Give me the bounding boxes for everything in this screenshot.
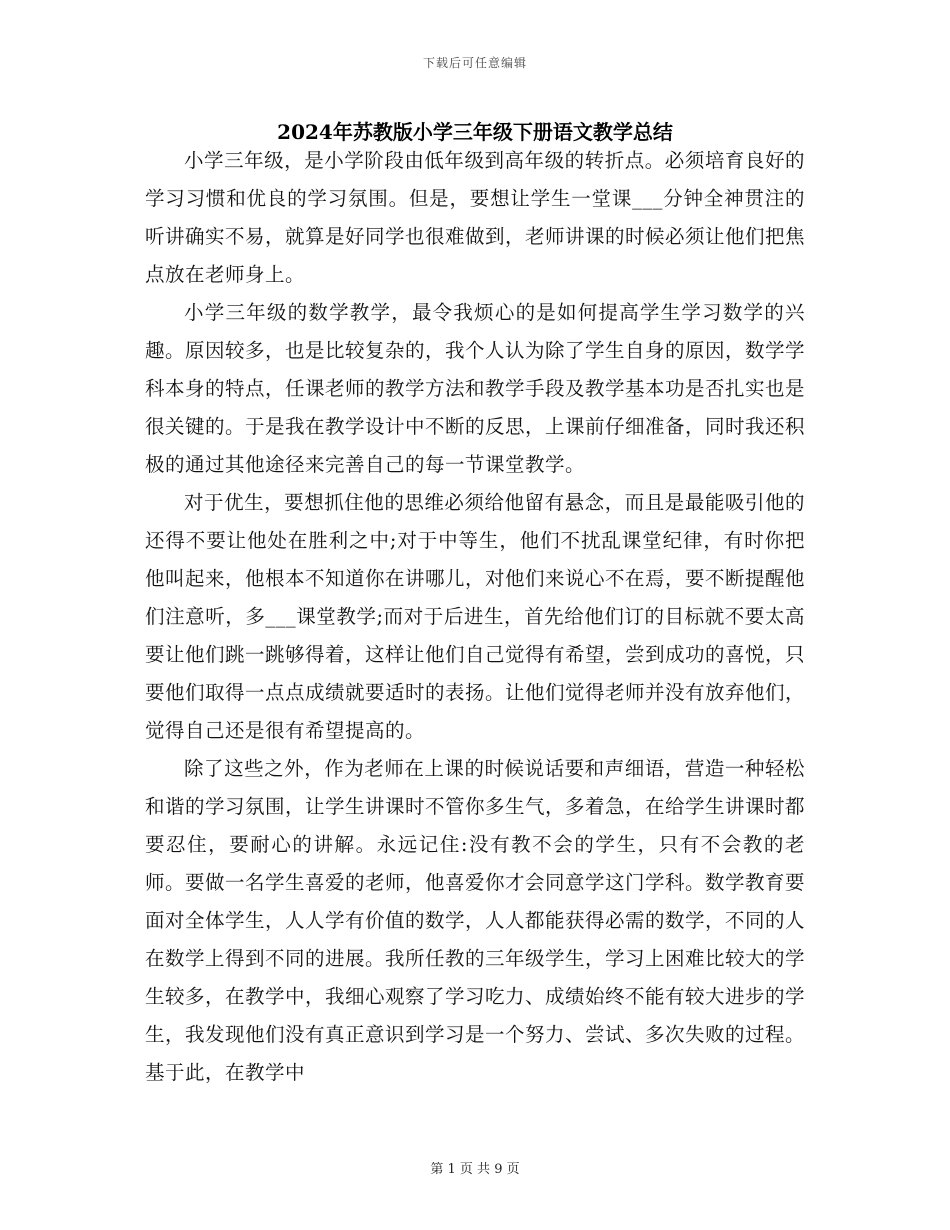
document-title: 2024年苏教版小学三年级下册语文教学总结 xyxy=(277,120,673,144)
paragraph-1: 小学三年级，是小学阶段由低年级到高年级的转折点。必须培育良好的学习习惯和优良的学习氛围。但是，要想让学生一堂课___分钟全神贯注的听讲确实不易，就算是好同学也很难做到，老师讲课的时候必须让他们把焦点放在老师身上。 xyxy=(145,149,806,286)
document-body xyxy=(145,142,805,1092)
page-number: 第 1 页 共 9 页 xyxy=(430,1162,520,1177)
paragraph-4: 除了这些之外，作为老师在上课的时候说话要和声细语，营造一种轻松和谐的学习氛围，让学生讲课时不管你多生气，多着急，在给学生讲课时都要忍住，要耐心的讲解。永远记住:没有教不会的学生，只有不会教的老师。要做一名学生喜爱的老师，他喜爱你才会同意学这门学科。数学教育要面对全体学生，人人学有价值的数学，人人都能获得必需的数学，不同的人在数学上得到不同的进展。我所任教的三年级学生，学习上困难比较大的学生较多，在教学中，我细心观察了学习吃力、成绩始终不能有较大进步的学生，我发现他们没有真正意识到学习是一个努力、尝试、多次失败的过程。基于此，在教学中 xyxy=(145,757,806,1084)
paragraph-2: 小学三年级的数学教学，最令我烦心的是如何提高学生学习数学的兴趣。原因较多，也是比较复杂的，我个人认为除了学生自身的原因，数学学科本身的特点，任课老师的教学方法和教学手段及教学基本功是否扎实也是很关键的。于是我在教学设计中不断的反思，上课前仔细准备，同时我还积极的通过其他途径来完善自己的每一节课堂教学。 xyxy=(145,301,806,476)
header-note: 下载后可任意编辑 xyxy=(422,56,527,70)
paragraph-3: 对于优生，要想抓住他的思维必须给他留有悬念，而且是最能吸引他的还得不要让他处在胜利之中;对于中等生，他们不扰乱课堂纪律，有时你把他叫起来，他根本不知道你在讲哪儿，对他们来说心不在焉，要不断提醒他们注意听，多___课堂教学;而对于后进生，首先给他们订的目标就不要太高要让他们跳一跳够得着，这样让他们自己觉得有希望，尝到成功的喜悦，只要他们取得一点点成绩就要适时的表扬。让他们觉得老师并没有放弃他们，觉得自己还是很有希望提高的。 xyxy=(145,491,806,742)
